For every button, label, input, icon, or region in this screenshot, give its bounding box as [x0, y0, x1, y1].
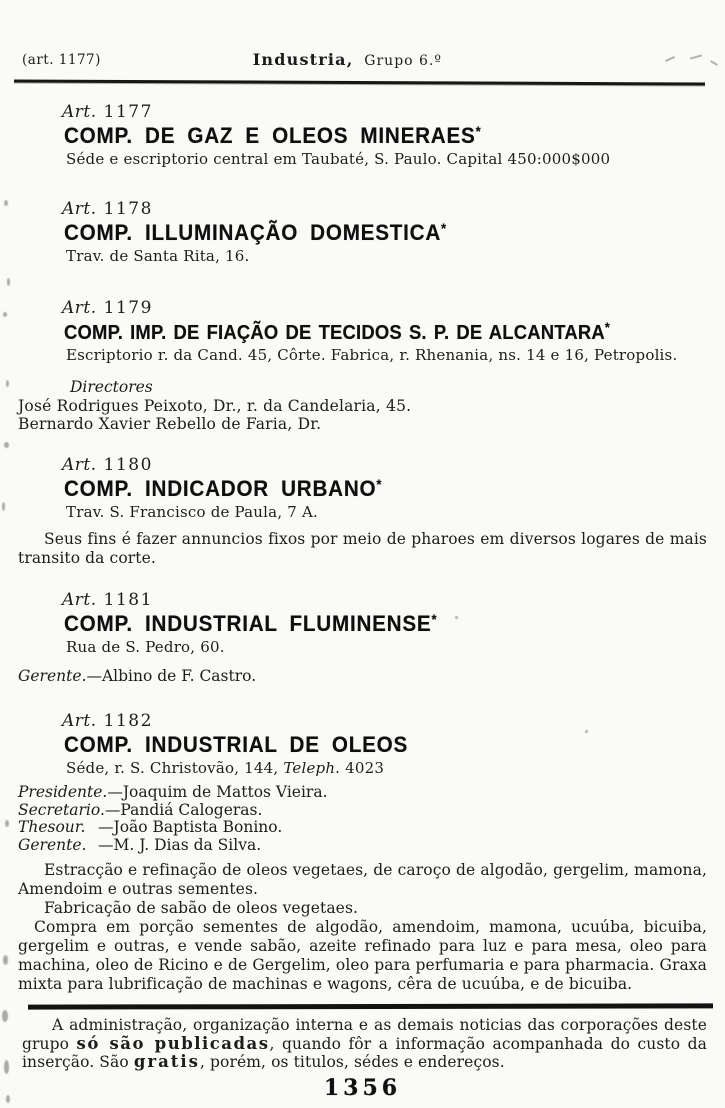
scanned-directory-page	[0, 50, 725, 1108]
company-title	[64, 220, 670, 247]
officer-name: —Pandiá Calogeras.	[104, 800, 263, 819]
officer-row	[18, 801, 709, 819]
officer-row	[18, 818, 709, 836]
company-description: Compra em porção sementes de algodão, amendoim, mamona, ucuúba, bicuiba, gergelim e outras, e vende sabão, azeite refinado para luz e para mesa, oleo para machina, oleo de Ricino e de Gergelim, oleo para perfumaria e para pharmacia. Graxa mixta para lubrificação de machinas e wagons, cêra de ucuúba, e de bicuiba.	[18, 918, 707, 993]
article-1177	[18, 102, 709, 169]
article-number	[62, 455, 709, 476]
footer-text: , porém, os titulos, sédes e endereços.	[199, 1053, 505, 1071]
officer-list	[18, 783, 709, 853]
star-mark: *	[475, 123, 481, 139]
page-title-group: Grupo 6.º	[364, 53, 442, 69]
company-title-text: COMP. ILLUMINAÇÃO DOMESTICA	[64, 220, 442, 245]
art-word: Art.	[62, 711, 97, 731]
address-main: Séde, r. S. Christovão, 144,	[66, 759, 279, 777]
article-number	[62, 590, 709, 611]
article-1181	[18, 590, 709, 685]
telephone-label: Teleph.	[283, 759, 341, 777]
article-number	[62, 298, 709, 319]
footer-text: , quando fôr a informação acompanhada do custo da inserção. São	[22, 1034, 707, 1071]
officer-role: Gerente.	[18, 667, 87, 685]
company-description: Estracção e refinação de oleos vegetaes, de caroço de algodão, gergelim, mamona, Amendoim e outras sementes.	[18, 861, 707, 898]
page-content	[18, 102, 709, 994]
art-num: 1179	[103, 298, 153, 318]
footer-text-bold: gratis	[133, 1052, 200, 1071]
company-title	[64, 732, 670, 759]
scan-noise	[2, 1010, 8, 1022]
officer-role: Presidente.	[18, 783, 108, 801]
star-mark: *	[441, 220, 447, 236]
telephone-number: 4023	[345, 759, 385, 777]
director-name: Bernardo Xavier Rebello de Faria, Dr.	[18, 415, 322, 433]
page-title-bold: Industria,	[252, 50, 354, 69]
scan-noise	[7, 278, 10, 286]
officer-name: —Albino de F. Castro.	[86, 667, 257, 685]
scan-noise	[3, 955, 8, 965]
company-address: Escriptorio r. da Cand. 45, Côrte. Fabrica, r. Rhenania, ns. 14 e 16, Petropolis.	[66, 346, 678, 364]
company-description: Seus fins é fazer annuncios fixos por meio de pharoes em diversos logares de mais transito da corte.	[18, 530, 707, 567]
director-name: José Rodrigues Peixoto, Dr., r. da Candelaria, 45.	[18, 397, 412, 415]
scan-noise	[4, 442, 9, 448]
art-num: 1181	[103, 590, 153, 610]
company-title-text: COMP. INDICADOR URBANO	[64, 476, 377, 501]
star-mark: *	[376, 476, 382, 492]
company-title-text: COMP. INDUSTRIAL DE OLEOS	[64, 732, 409, 757]
officer-role: Secretario.	[18, 800, 105, 819]
article-1178	[18, 199, 709, 266]
page-number: 1356	[323, 1074, 402, 1101]
scan-noise	[585, 730, 588, 733]
footer-notice	[22, 1016, 707, 1072]
company-title	[64, 611, 670, 638]
directors-heading: Directores	[70, 378, 153, 396]
company-address: Rua de S. Pedro, 60.	[66, 638, 225, 656]
header-article-ref: (art. 1177)	[22, 52, 101, 68]
company-title	[64, 319, 645, 346]
page-title	[253, 50, 442, 69]
officer-name: —João Baptista Bonino.	[98, 818, 283, 836]
officer-name: —Joaquim de Mattos Vieira.	[107, 783, 328, 801]
article-number	[62, 199, 709, 220]
scan-noise	[4, 200, 8, 206]
art-num: 1177	[103, 102, 153, 122]
company-address: Séde e escriptorio central em Taubaté, S. Paulo. Capital 450:000$000	[66, 150, 611, 168]
company-address	[66, 759, 709, 778]
art-word: Art.	[62, 298, 97, 318]
officer-row	[18, 783, 709, 801]
art-word: Art.	[62, 102, 97, 122]
star-mark: *	[431, 611, 437, 627]
company-title	[64, 123, 670, 150]
article-number	[62, 711, 709, 732]
article-1182	[18, 711, 709, 994]
art-num: 1180	[103, 455, 153, 475]
officer-name: —M. J. Dias da Silva.	[98, 835, 262, 854]
article-1180	[18, 455, 709, 568]
art-word: Art.	[62, 199, 97, 219]
art-word: Art.	[62, 590, 97, 610]
art-num: 1182	[103, 711, 153, 731]
footer-text-bold: só são publicadas	[76, 1033, 270, 1053]
scan-noise	[6, 380, 9, 387]
officer-role: Gerente.	[18, 835, 87, 854]
header-rule	[14, 79, 705, 85]
article-number	[62, 102, 709, 123]
star-mark: *	[604, 319, 610, 335]
footer-rule	[28, 1003, 713, 1009]
company-title-text: COMP. IMP. DE FIAÇÃO DE TECIDOS S. P. DE ALCANTARA	[64, 321, 605, 344]
scan-noise	[6, 1095, 10, 1103]
scan-noise	[4, 1060, 9, 1074]
officer-role: Thesour.	[18, 818, 86, 836]
art-num: 1178	[103, 199, 153, 219]
officer-row	[18, 836, 709, 854]
scan-noise	[5, 820, 9, 827]
company-title-text: COMP. DE GAZ E OLEOS MINERAES	[64, 123, 476, 148]
scan-noise	[455, 616, 458, 619]
scan-noise	[3, 312, 7, 317]
page-header	[0, 50, 725, 72]
company-title-text: COMP. INDUSTRIAL FLUMINENSE	[64, 611, 432, 636]
article-1179	[18, 298, 709, 433]
company-description: Fabricação de sabão de oleos vegetaes.	[44, 899, 359, 917]
footer-text: A administração, organização interna e as demais noticias das corporações deste grupo	[22, 1016, 707, 1053]
art-word: Art.	[62, 455, 97, 475]
company-title	[64, 476, 670, 503]
company-address: Trav. S. Francisco de Paula, 7 A.	[66, 503, 318, 521]
company-address: Trav. de Santa Rita, 16.	[66, 247, 250, 265]
officer-line	[18, 667, 709, 685]
scan-noise	[2, 502, 5, 511]
